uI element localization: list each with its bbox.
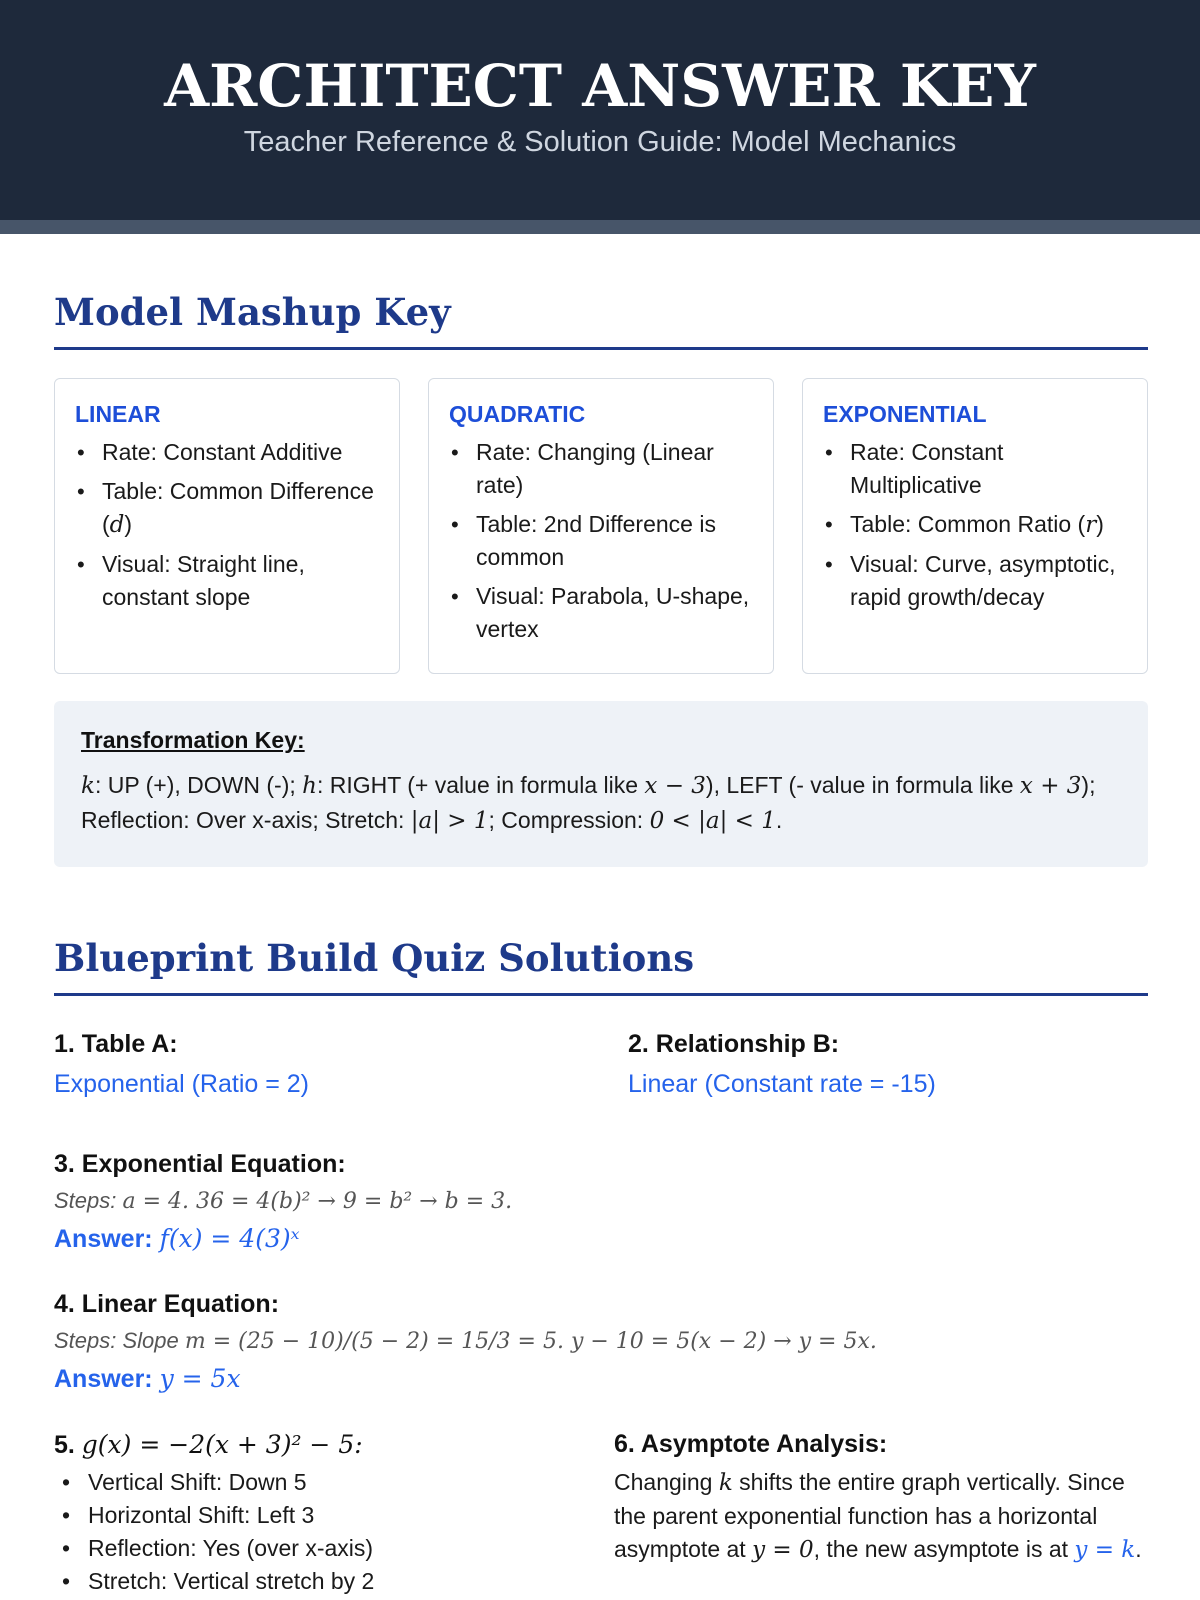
math-var: d — [109, 512, 125, 538]
q4-steps — [54, 1328, 877, 1354]
answer-math: y = 5x — [159, 1364, 241, 1393]
card-exponential — [802, 378, 1148, 674]
card-list — [823, 436, 1127, 614]
q5-function: g(x) = −2(x + 3)² − 5: — [81, 1430, 363, 1459]
header-band — [0, 220, 1200, 234]
card-quadratic — [428, 378, 774, 674]
card-list — [75, 436, 379, 614]
q5-label — [54, 1430, 363, 1460]
answer-label: Answer: — [54, 1225, 160, 1253]
steps-math: m = (25 − 10)/(5 − 2) = 15/3 = 5. y − 10 = 5(x − 2) → y = 5x. — [184, 1329, 877, 1354]
q1-label: 1. Table A: — [54, 1030, 178, 1058]
math-expr: x + 3 — [1019, 773, 1082, 799]
q6-label: 6. Asymptote Analysis: — [614, 1430, 888, 1458]
list-item: • Table: 2nd Difference is common — [449, 508, 753, 574]
steps-prefix: Steps: Slope — [54, 1328, 185, 1353]
math-var: r — [1085, 512, 1097, 538]
text: : RIGHT (+ value in formula like — [316, 772, 645, 798]
text: Changing — [614, 1469, 719, 1495]
q2-answer: Linear (Constant rate = -15) — [628, 1070, 936, 1098]
answer-math: f(x) = 4(3)ˣ — [159, 1224, 300, 1253]
q2-label: 2. Relationship B: — [628, 1030, 840, 1058]
list-item-text: Table: Common Difference ( — [102, 478, 374, 537]
card-list — [449, 436, 753, 646]
list-item: • Reflection: Yes (over x-axis) — [54, 1532, 374, 1565]
math-var: k — [718, 1470, 733, 1496]
steps-prefix: Steps: — [54, 1188, 123, 1213]
math-expr: |a| > 1 — [410, 808, 489, 834]
steps-math: a = 4. 36 = 4(b)² → 9 = b² → b = 3. — [122, 1189, 513, 1214]
list-item: • Visual: Curve, asymptotic, rapid growth/decay — [823, 548, 1127, 614]
answer-label: Answer: — [54, 1365, 160, 1393]
page-subtitle: Teacher Reference & Solution Guide: Model Mechanics — [243, 126, 957, 158]
text: shifts the entire graph vertically. Since the parent exponential function has a horizontal asymptote at — [614, 1469, 1125, 1562]
text: . — [1135, 1536, 1142, 1562]
section-title-quiz: Blueprint Build Quiz Solutions — [54, 936, 1148, 996]
q4-label: 4. Linear Equation: — [54, 1290, 280, 1318]
list-item: • Rate: Constant Multiplicative — [823, 436, 1127, 502]
math-expr: y = 0 — [752, 1537, 814, 1563]
page-header — [0, 0, 1200, 220]
transformation-key-box — [54, 701, 1148, 867]
q3-steps — [54, 1188, 512, 1214]
q5-number: 5. — [54, 1431, 82, 1459]
text: . — [775, 807, 783, 833]
q1-answer: Exponential (Ratio = 2) — [54, 1070, 310, 1098]
list-item: • Visual: Parabola, U-shape, vertex — [449, 580, 753, 646]
text: , the new asymptote is at — [813, 1536, 1075, 1562]
list-item — [823, 508, 1127, 542]
math-expr: x − 3 — [644, 773, 706, 799]
list-item: • Visual: Straight line, constant slope — [75, 548, 379, 614]
text: ), LEFT (- value in formula like — [705, 772, 1020, 798]
list-item-text: Table: Common Ratio ( — [850, 511, 1086, 537]
list-item: • Horizontal Shift: Left 3 — [54, 1499, 374, 1532]
list-item: • Rate: Constant Additive — [75, 436, 379, 469]
q3-label: 3. Exponential Equation: — [54, 1150, 346, 1178]
list-item: • Vertical Shift: Down 5 — [54, 1466, 374, 1499]
page-title: ARCHITECT ANSWER KEY — [164, 52, 1036, 120]
section-title-mashup: Model Mashup Key — [54, 290, 1148, 350]
card-title: EXPONENTIAL — [823, 401, 987, 427]
q4-final-answer — [54, 1364, 241, 1394]
q3-final-answer — [54, 1224, 300, 1254]
card-title: QUADRATIC — [449, 401, 586, 427]
list-item-text: ) — [124, 511, 133, 537]
text: ; Compression: — [488, 807, 650, 833]
math-var: k — [81, 773, 95, 799]
math-expr-highlight: y = k — [1074, 1537, 1136, 1563]
list-item — [75, 475, 379, 542]
q5-list — [54, 1466, 374, 1598]
card-linear — [54, 378, 400, 674]
text: : UP (+), DOWN (-); — [94, 772, 303, 798]
list-item: • Rate: Changing (Linear rate) — [449, 436, 753, 502]
card-title: LINEAR — [75, 401, 161, 427]
q6-body — [614, 1466, 1154, 1567]
list-item: • Stretch: Vertical stretch by 2 — [54, 1565, 374, 1598]
math-expr: 0 < |a| < 1 — [649, 808, 776, 834]
math-var: h — [302, 773, 317, 799]
list-item-text: ) — [1096, 511, 1104, 537]
transformation-key-body — [81, 768, 1121, 838]
text: ); Reflection: Over x-axis; Stretch: — [81, 772, 1096, 833]
transformation-key-title: Transformation Key: — [81, 727, 305, 753]
